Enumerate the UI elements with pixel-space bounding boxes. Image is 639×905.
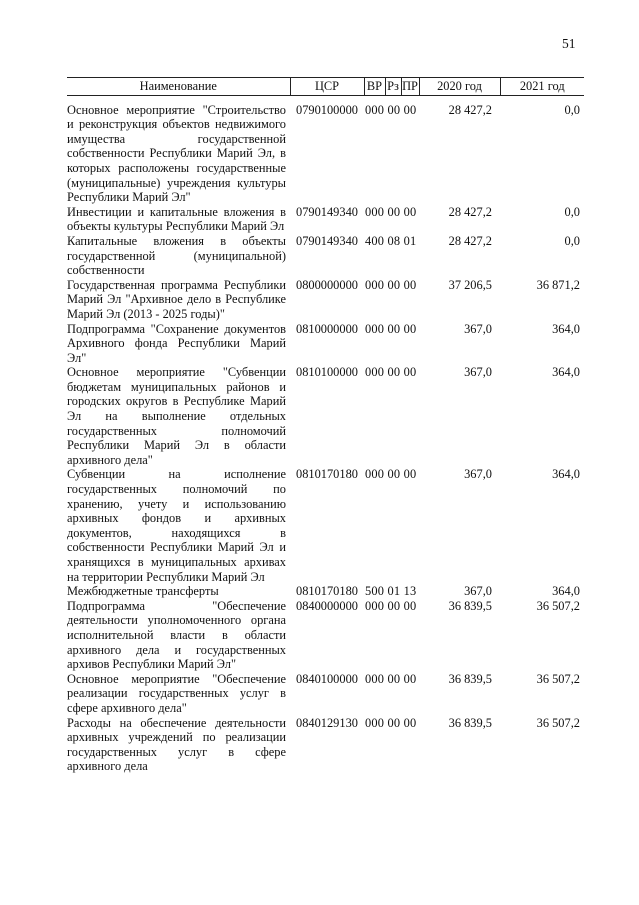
header-vr: ВР	[364, 78, 385, 96]
row-2020: 367,0	[464, 584, 492, 599]
row-name: Инвестиции и капитальные вложения в объекты культуры Республики Марий Эл	[67, 204, 286, 234]
row-name: Субвенции на исполнение государственных полномочий по хранению, учету и использованию архивных фондов и архивных документов, находящихся в собственности Республики Марий Эл и хранящихся в муниципальных архивах на территории Республики Марий Эл	[67, 467, 286, 584]
row-codes: 000 00 00	[365, 365, 417, 380]
header-rz: Рз	[385, 78, 401, 96]
row-2021: 0,0	[564, 233, 580, 248]
header-2021: 2021 год	[500, 78, 584, 96]
header-2020: 2020 год	[419, 78, 500, 96]
table-row	[67, 716, 584, 774]
row-codes: 000 00 00	[365, 321, 417, 336]
row-2020: 367,0	[464, 467, 492, 482]
row-2020: 36 839,5	[448, 671, 492, 686]
row-name: Капитальные вложения в объекты государственной (муниципальной) собственности	[67, 233, 286, 278]
row-csr: 0800000000	[296, 277, 358, 292]
row-csr: 0840129130	[296, 715, 358, 730]
row-2021: 36 507,2	[536, 671, 580, 686]
header-pr: ПР	[401, 78, 419, 96]
row-name: Подпрограмма "Сохранение документов Архивного фонда Республики Марий Эл"	[67, 321, 286, 365]
row-codes: 400 08 01	[365, 233, 417, 248]
row-codes: 000 00 00	[365, 102, 417, 117]
row-csr: 0810000000	[296, 321, 358, 336]
row-2021: 0,0	[564, 102, 580, 117]
row-name: Подпрограмма "Обеспечение деятельности уполномоченного органа исполнительной власти в области архивного дела и государственных архивов Республики Марий Эл"	[67, 598, 286, 672]
row-2020: 36 839,5	[448, 715, 492, 730]
row-csr: 0810170180	[296, 584, 358, 599]
table-row	[67, 234, 584, 278]
row-codes: 500 01 13	[365, 584, 417, 599]
table-body	[67, 95, 584, 774]
row-csr: 0790149340	[296, 204, 358, 219]
row-csr: 0810100000	[296, 365, 358, 380]
table-row	[67, 205, 584, 234]
row-2021: 36 507,2	[536, 598, 580, 613]
row-codes: 000 00 00	[365, 598, 417, 613]
page-number: 51	[562, 36, 576, 51]
table-header-row	[67, 78, 584, 96]
row-2020: 28 427,2	[448, 102, 492, 117]
row-2021: 0,0	[564, 204, 580, 219]
row-2020: 28 427,2	[448, 204, 492, 219]
row-2020: 28 427,2	[448, 233, 492, 248]
header-name: Наименование	[67, 78, 290, 96]
budget-table-grid	[67, 77, 584, 774]
table-row	[67, 95, 584, 205]
row-codes: 000 00 00	[365, 277, 417, 292]
row-csr: 0840000000	[296, 598, 358, 613]
row-2020: 36 839,5	[448, 598, 492, 613]
header-csr: ЦСР	[290, 78, 364, 96]
row-codes: 000 00 00	[365, 671, 417, 686]
row-name: Основное мероприятие "Обеспечение реализации государственных услуг в сфере архивного дела"	[67, 671, 286, 715]
table-row	[67, 365, 584, 467]
row-2020: 367,0	[464, 321, 492, 336]
row-csr: 0840100000	[296, 671, 358, 686]
table-row	[67, 467, 584, 584]
row-csr: 0810170180	[296, 467, 358, 482]
row-2020: 367,0	[464, 365, 492, 380]
table-row	[67, 278, 584, 322]
row-name: Основное мероприятие "Строительство и реконструкция объектов недвижимого имущества государственной собственности Республики Марий Эл, в которых расположены государственные (муниципальные) учреждения культуры Республики Марий Эл"	[67, 102, 286, 205]
table-row	[67, 599, 584, 672]
row-2021: 364,0	[552, 584, 580, 599]
table-row	[67, 322, 584, 366]
budget-table	[67, 77, 584, 774]
row-csr: 0790149340	[296, 233, 358, 248]
row-name: Межбюджетные трансферты	[67, 584, 219, 599]
row-2021: 364,0	[552, 365, 580, 380]
row-name: Расходы на обеспечение деятельности архивных учреждений по реализации государственных услуг в сфере архивного дела	[67, 715, 286, 774]
row-2021: 364,0	[552, 467, 580, 482]
row-name: Основное мероприятие "Субвенции бюджетам муниципальных районов и городских округов в Республике Марий Эл на выполнение отдельных государственных полномочий Республики Марий Эл в области архивного дела"	[67, 365, 286, 467]
row-codes: 000 00 00	[365, 204, 417, 219]
row-2021: 36 871,2	[536, 277, 580, 292]
row-2020: 37 206,5	[448, 277, 492, 292]
row-2021: 364,0	[552, 321, 580, 336]
row-2021: 36 507,2	[536, 715, 580, 730]
row-codes: 000 00 00	[365, 715, 417, 730]
row-codes: 000 00 00	[365, 467, 417, 482]
row-name: Государственная программа Республики Марий Эл "Архивное дело в Республике Марий Эл (2013 - 2025 годы)"	[67, 277, 286, 321]
row-csr: 0790100000	[296, 102, 358, 117]
table-row	[67, 672, 584, 716]
table-row	[67, 584, 584, 599]
